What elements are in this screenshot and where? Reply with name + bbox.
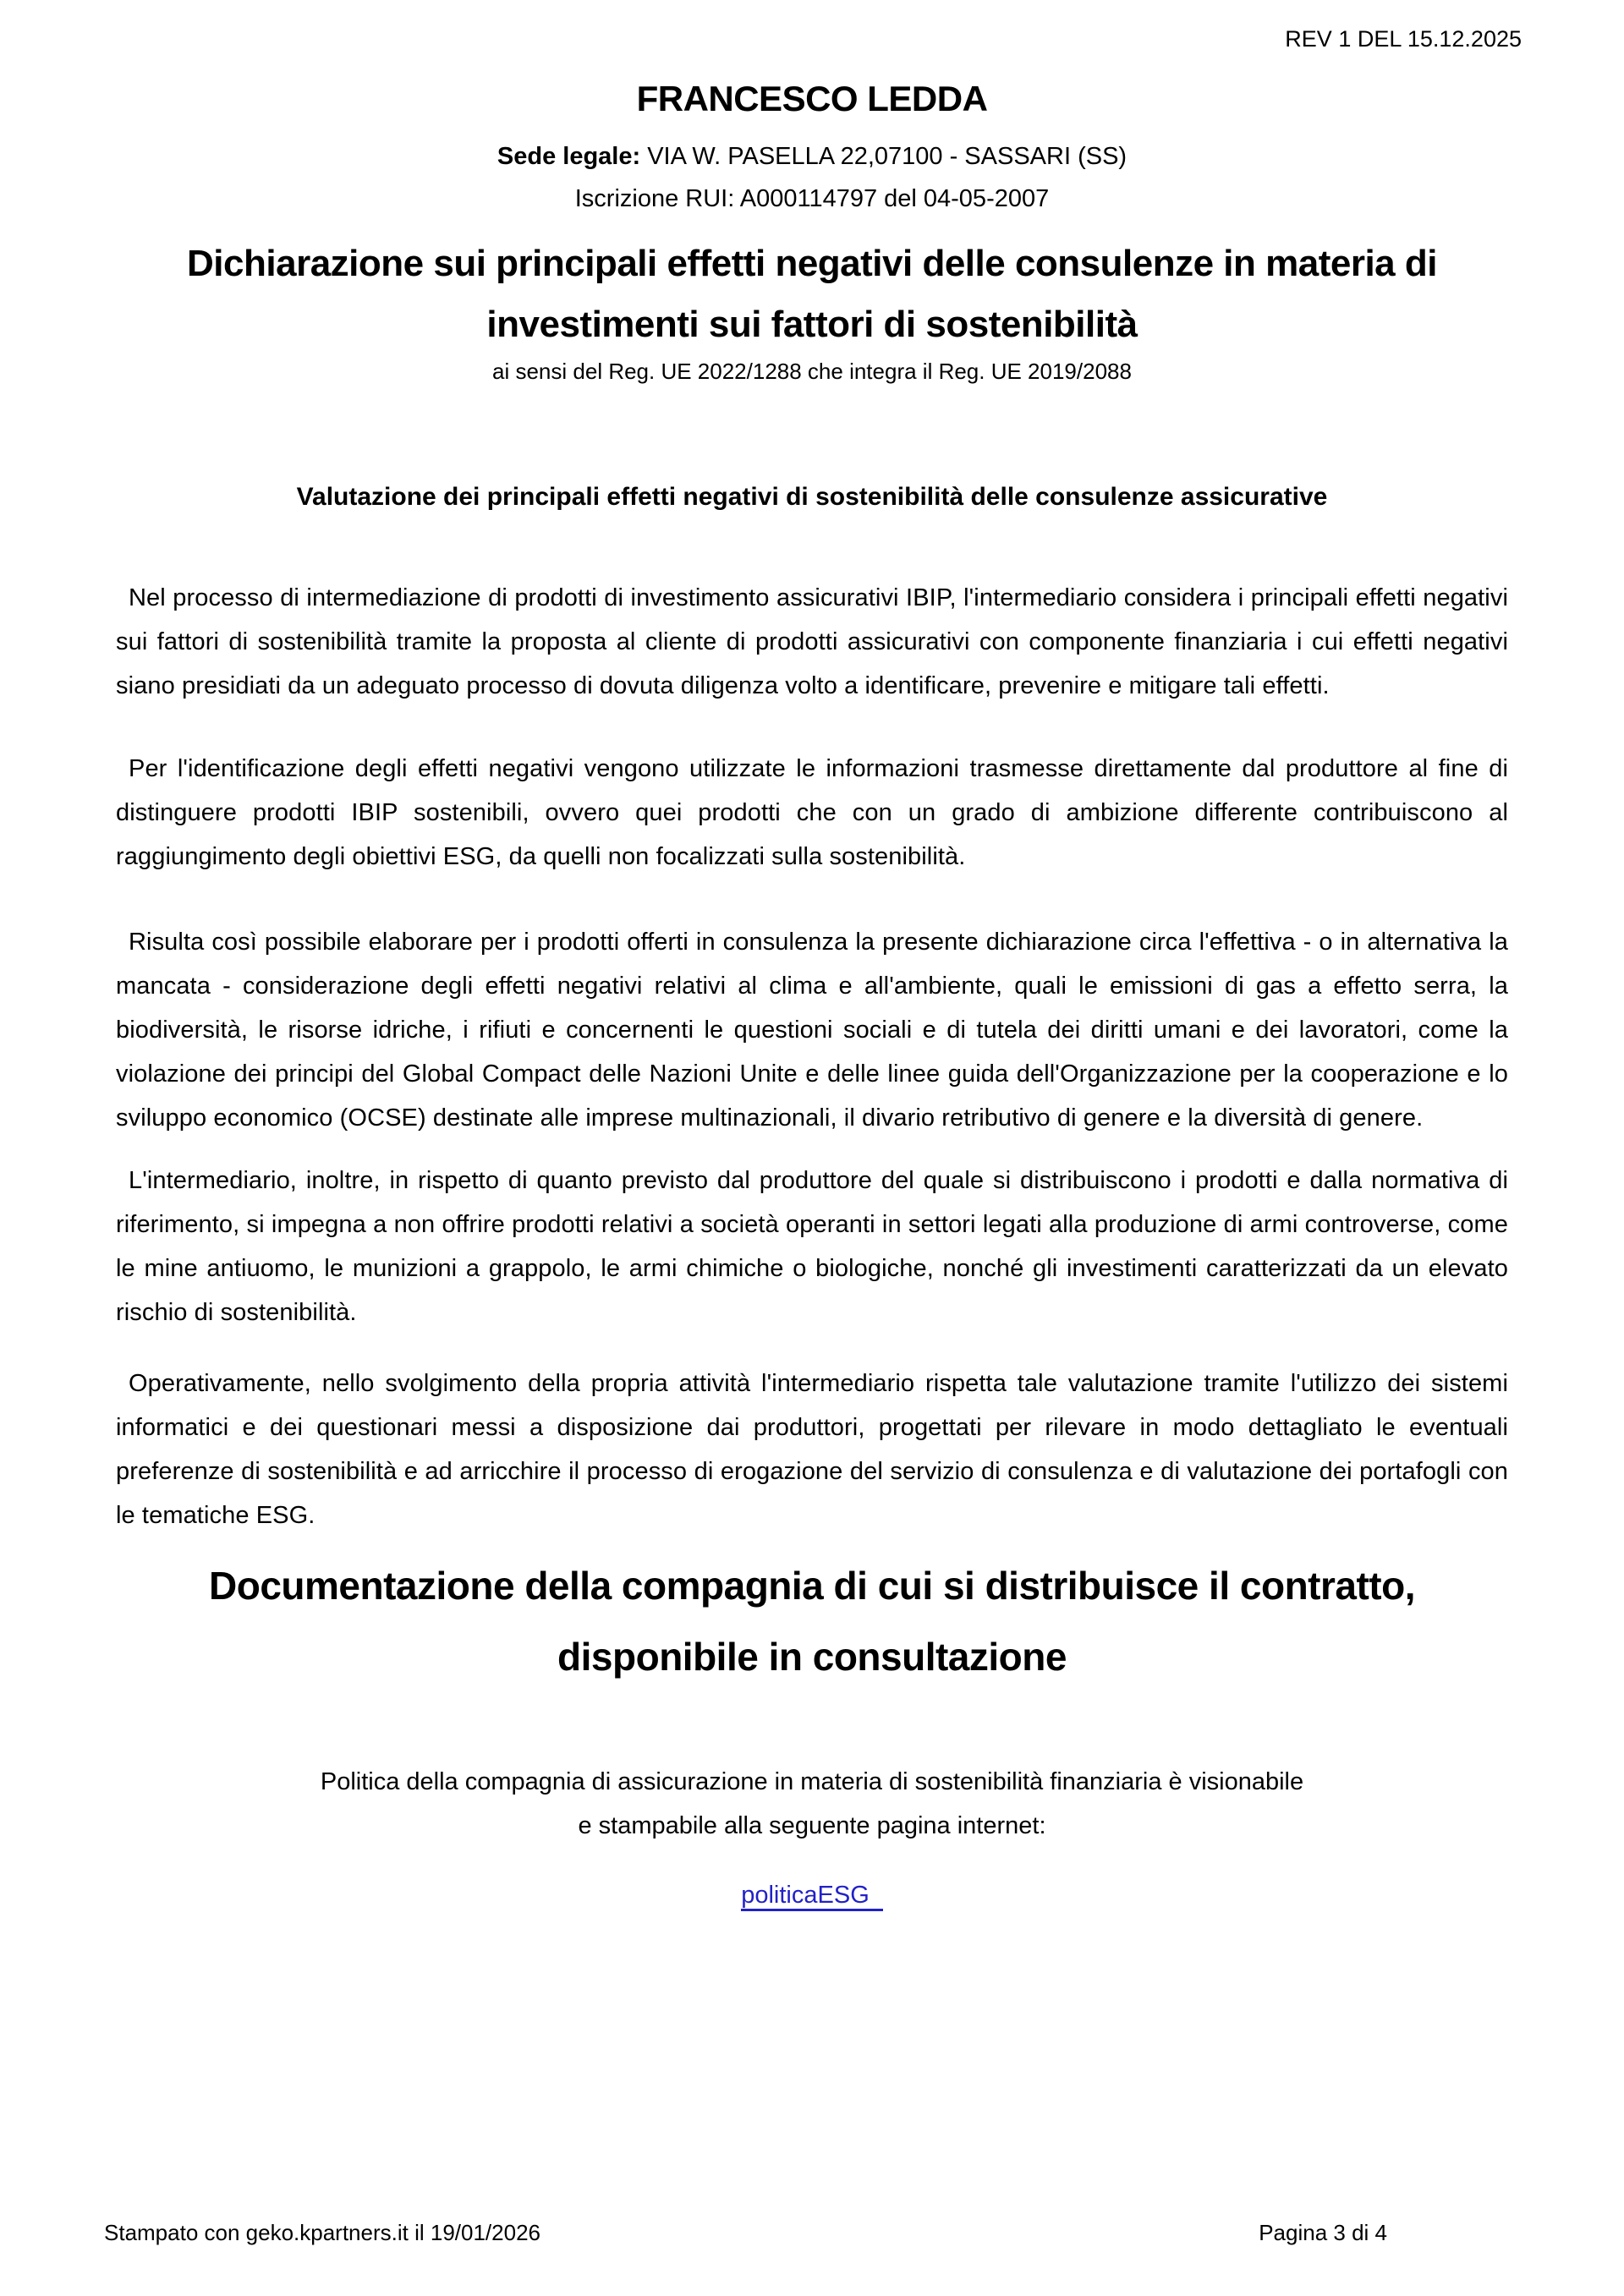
- section-heading-valutazione: Valutazione dei principali effetti negativi di sostenibilità delle consulenze assicurative: [296, 483, 1328, 511]
- document-title: Dichiarazione sui principali effetti negativi delle consulenze in materia di investimenti sui fattori di sostenibilità: [187, 243, 1437, 345]
- registered-office-value: VIA W. PASELLA 22,07100 - SASSARI (SS): [640, 143, 1127, 170]
- company-name: FRANCESCO LEDDA: [636, 79, 988, 118]
- revision-label: REV 1 DEL 15.12.2025: [1285, 26, 1522, 52]
- paragraph-operativita: Operativamente, nello svolgimento della propria attività l'intermediario rispetta tale valutazione tramite l'utilizzo dei sistemi informatici e dei questionari messi a disposizione dai produttori, progettati per rilevare in modo dettagliato le eventuali preferenze di sostenibilità e ad arricchire il processo di erogazione del servizio di consulenza e di valutazione dei portafogli con le tematiche ESG.: [116, 1370, 1508, 1529]
- section-heading-documentazione: Documentazione della compagnia di cui si distribuisce il contratto, disponibile in consultazione: [209, 1564, 1415, 1679]
- rui-registration-line: Iscrizione RUI: A000114797 del 04-05-2007: [574, 185, 1050, 212]
- registered-office-line: [116, 142, 1508, 171]
- paragraph-identificazione: Per l'identificazione degli effetti negativi vengono utilizzate le informazioni trasmesse direttamente dal produttore al fine di distinguere prodotti IBIP sostenibili, ovvero quei prodotti che con un grado di ambizione differente contribuiscono al raggiungimento degli obiettivi ESG, da quelli non focalizzati sulla sostenibilità.: [116, 755, 1508, 870]
- document-subtitle: ai sensi del Reg. UE 2022/1288 che integra il Reg. UE 2019/2088: [492, 359, 1132, 384]
- policy-link-row: [116, 1878, 1508, 1912]
- paragraph-armi-controverse: L'intermediario, inoltre, in rispetto di quanto previsto dal produttore del quale si distribuiscono i prodotti e dalla normativa di riferimento, si impegna a non offrire prodotti relativi a società operanti in settori legati alla produzione di armi controverse, come le mine antiuomo, le munizioni a grappolo, le armi chimiche o biologiche, nonché gli investimenti caratterizzati da un elevato rischio di sostenibilità.: [116, 1167, 1508, 1326]
- politica-esg-link[interactable]: politicaESG: [741, 1882, 883, 1911]
- registered-office-label: Sede legale:: [497, 143, 641, 170]
- footer-print-info: Stampato con geko.kpartners.it il 19/01/2026: [104, 2220, 540, 2245]
- footer-page-number: Pagina 3 di 4: [1259, 2220, 1387, 2245]
- policy-availability-text: Politica della compagnia di assicurazione in materia di sostenibilità finanziaria è visionabile e stampabile alla seguente pagina internet:: [320, 1768, 1304, 1839]
- paragraph-intermediazione: Nel processo di intermediazione di prodotti di investimento assicurativi IBIP, l'intermediario considera i principali effetti negativi sui fattori di sostenibilità tramite la proposta al cliente di prodotti assicurativi con componente finanziaria i cui effetti negativi siano presidiati da un adeguato processo di dovuta diligenza volto a identificare, prevenire e mitigare tali effetti.: [116, 584, 1508, 699]
- paragraph-dichiarazione: Risulta così possibile elaborare per i prodotti offerti in consulenza la presente dichiarazione circa l'effettiva - o in alternativa la mancata - considerazione degli effetti negativi relativi al clima e all'ambiente, quali le emissioni di gas a effetto serra, la biodiversità, le risorse idriche, i rifiuti e concernenti le questioni sociali e di tutela dei diritti umani e dei lavoratori, come la violazione dei principi del Global Compact delle Nazioni Unite e delle linee guida dell'Organizzazione per la cooperazione e lo sviluppo economico (OCSE) destinate alle imprese multinazionali, il divario retributivo di genere e la diversità di genere.: [116, 929, 1508, 1132]
